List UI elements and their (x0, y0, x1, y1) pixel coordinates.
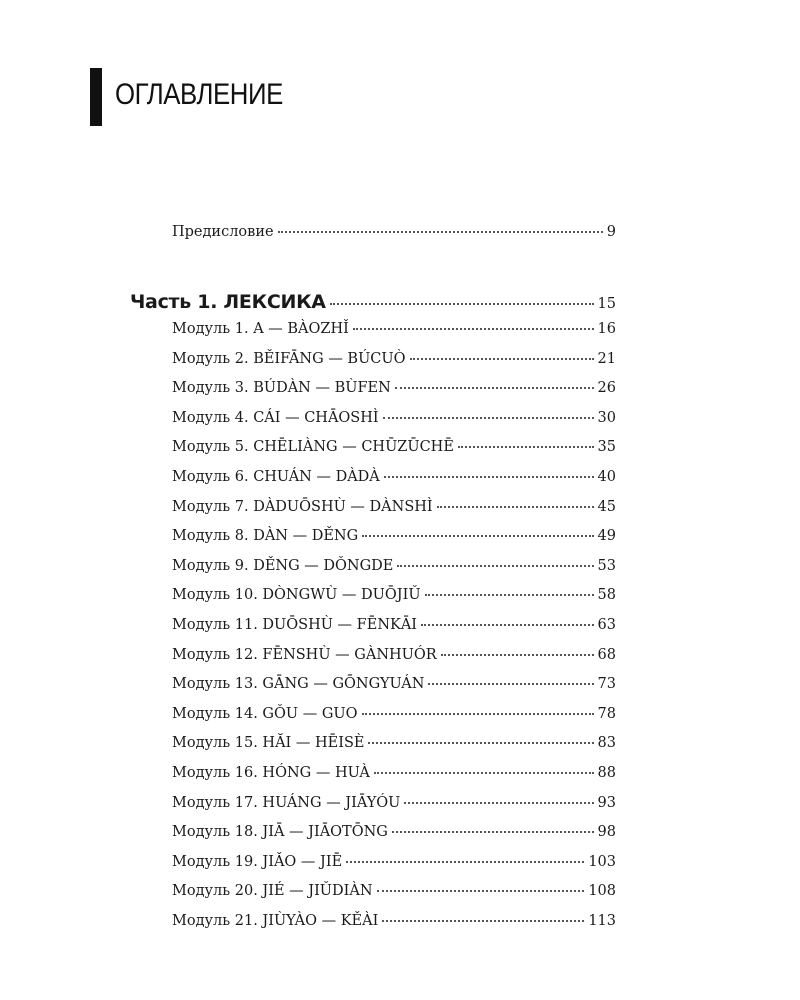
dot-leader (425, 594, 594, 596)
dot-leader (383, 417, 594, 419)
toc-entry-module[interactable] (172, 733, 616, 753)
heading-bar (90, 68, 102, 126)
toc-entry-label: Модуль 12. FĒNSHÙ — GÀNHUÓR (172, 646, 437, 663)
dot-leader (404, 802, 593, 804)
toc-entry-module[interactable] (172, 615, 616, 635)
toc-entry-label: Модуль 5. CHĒLIÀNG — CHŪZŪCHĒ (172, 439, 454, 456)
toc-entry-page: 53 (597, 557, 616, 574)
toc-entry-module[interactable] (172, 674, 616, 694)
toc-entry-module[interactable] (172, 852, 616, 872)
toc-entry-module[interactable] (172, 645, 616, 665)
toc-entry-page: 40 (597, 469, 616, 485)
toc-entry-label: Модуль 6. CHUÁN — DÀDÀ (172, 469, 380, 485)
dot-leader (382, 920, 584, 922)
toc-entry-page: 16 (597, 321, 616, 337)
toc-entry-page: 58 (597, 587, 616, 604)
toc-entry-page: 26 (597, 380, 616, 397)
toc-entry-module[interactable] (172, 881, 616, 901)
toc-entry-page: 21 (597, 350, 616, 367)
toc-entry-page: 103 (588, 853, 616, 870)
toc-entry-page: 98 (597, 824, 616, 841)
toc-entry-label: Модуль 19. JIǍO — JIĒ (172, 853, 343, 870)
toc-entry-module[interactable] (172, 467, 616, 487)
dot-leader (397, 565, 593, 567)
toc-entry-page: 30 (597, 409, 616, 426)
toc-entry-page: 9 (606, 224, 616, 240)
toc-entry-module[interactable] (172, 349, 616, 369)
toc-entry-label: Предисловие (172, 224, 274, 240)
toc-entry-label: Модуль 8. DÀN — DĚNG (172, 528, 359, 545)
toc-entry-label: Модуль 16. HÓNG — HUÀ (172, 765, 370, 781)
toc-entry-module[interactable] (172, 526, 616, 546)
toc-entry-label: Модуль 10. DÒNGWÙ — DUŌJIǓ (172, 587, 421, 604)
toc-entry-label: Модуль 17. HUÁNG — JIĀYÓU (172, 794, 401, 811)
toc-entry-label: Модуль 11. DUŌSHÙ — FĒNKĀI (172, 617, 418, 633)
dot-leader (368, 742, 593, 744)
dot-leader (421, 624, 594, 626)
dot-leader (441, 654, 594, 656)
toc-part-heading[interactable] (130, 289, 616, 315)
toc-entry-page: 49 (597, 528, 616, 545)
toc-part-page: 15 (597, 296, 616, 312)
dot-leader (353, 328, 594, 330)
toc-entry-page: 88 (597, 765, 616, 781)
toc-entry-label: Модуль 14. GǑU — GUO (172, 705, 358, 722)
page-title: ОГЛАВЛЕНИЕ (115, 78, 283, 111)
toc-entry-page: 108 (588, 883, 616, 900)
toc-part-label: Часть 1. ЛЕКСИКА (130, 291, 326, 313)
toc-entry-label: Модуль 3. BÚDÀN — BÙFEN (172, 380, 391, 397)
toc-entry-label: Модуль 2. BĚIFĀNG — BÚCUÒ (172, 350, 406, 367)
toc-entry-label: Модуль 9. DĚNG — DǑNGDE (172, 557, 394, 574)
toc-entry-label: Модуль 18. JIĀ — JIĀOTŌNG (172, 824, 388, 841)
toc-entry-label: Модуль 20. JIÉ — JIǓDIÀN (172, 883, 373, 900)
toc-entry-page: 78 (597, 705, 616, 722)
toc-entry-module[interactable] (172, 763, 616, 783)
toc-entry-page: 45 (597, 498, 616, 515)
dot-leader (346, 861, 584, 863)
toc-entry-module[interactable] (172, 793, 616, 813)
toc-entry-page: 63 (597, 617, 616, 633)
dot-leader (278, 231, 603, 233)
toc-entry-label: Модуль 13. GĀNG — GŌNGYUÁN (172, 676, 425, 693)
toc-entry-module[interactable] (172, 822, 616, 842)
toc-entry-module[interactable] (172, 378, 616, 398)
toc-entry-page: 73 (597, 676, 616, 693)
dot-leader (458, 446, 594, 448)
dot-leader (377, 890, 585, 892)
toc-entry-page: 35 (597, 439, 616, 456)
dot-leader (362, 535, 593, 537)
dot-leader (392, 831, 594, 833)
toc-entry-label: Модуль 21. JIÙYÀO — KĚÀI (172, 913, 379, 929)
toc-entry-preface[interactable] (172, 222, 616, 242)
toc-entry-module[interactable] (172, 408, 616, 428)
dot-leader (428, 683, 593, 685)
dot-leader (410, 358, 594, 360)
toc-entry-module[interactable] (172, 585, 616, 605)
toc-entry-module[interactable] (172, 556, 616, 576)
toc-entry-label: Модуль 7. DÀDUŌSHÙ — DÀNSHÌ (172, 498, 433, 515)
toc-entry-label: Модуль 15. HĂI — HĒISÈ (172, 735, 365, 752)
toc-entry-module[interactable] (172, 319, 616, 339)
toc-entry-module[interactable] (172, 911, 616, 931)
dot-leader (330, 303, 594, 305)
toc-entry-label: Модуль 4. CÁI — CHĀOSHÌ (172, 409, 379, 426)
toc-entry-page: 93 (597, 794, 616, 811)
toc-entry-module[interactable] (172, 497, 616, 517)
toc-entry-page: 83 (597, 735, 616, 752)
toc-entry-module[interactable] (172, 704, 616, 724)
dot-leader (362, 713, 594, 715)
dot-leader (395, 387, 594, 389)
toc-entry-module[interactable] (172, 437, 616, 457)
dot-leader (374, 772, 594, 774)
toc-entry-page: 113 (588, 913, 616, 929)
toc-entry-label: Модуль 1. A — BÀOZHǏ (172, 321, 349, 337)
dot-leader (384, 476, 594, 478)
dot-leader (437, 506, 594, 508)
toc-entry-page: 68 (597, 646, 616, 663)
